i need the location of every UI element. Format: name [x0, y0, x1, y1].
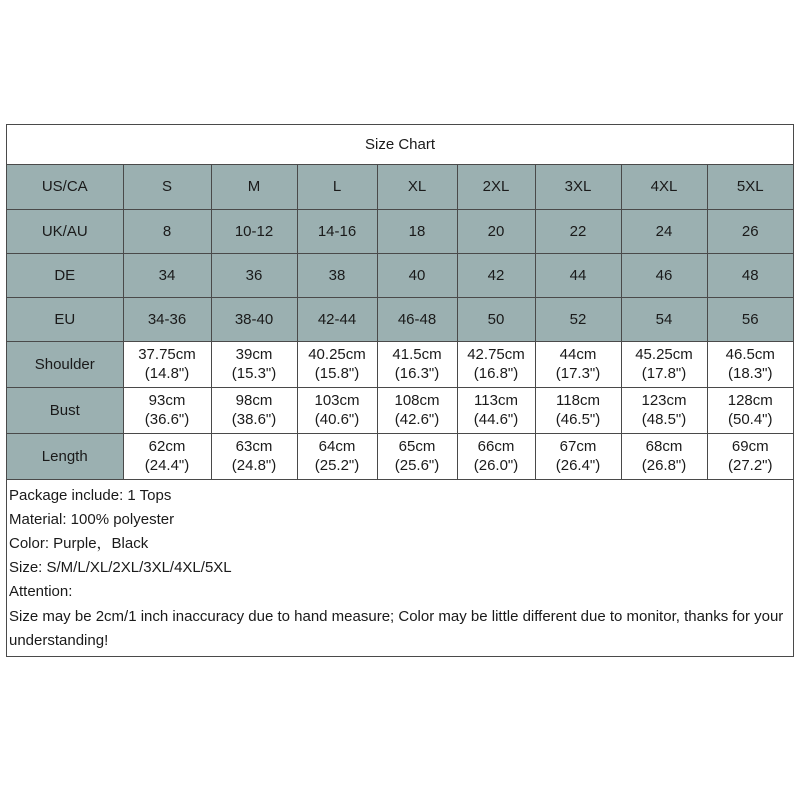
inch-value: (26.8")	[641, 457, 687, 474]
size-note: Size: S/M/L/XL/2XL/3XL/4XL/5XL	[9, 559, 232, 577]
row-label: US/CA	[7, 165, 123, 209]
size-cell: 48	[707, 253, 793, 297]
measurement-cell	[707, 341, 793, 387]
cm-value: 63cm	[235, 438, 273, 455]
measurement-cell	[707, 387, 793, 433]
size-chart-sheet	[6, 124, 794, 657]
cm-value: 40.25cm	[308, 346, 366, 363]
measurement-cell	[377, 387, 457, 433]
measurement-cell	[123, 387, 211, 433]
size-cell: 38-40	[211, 297, 297, 341]
size-cell: 22	[535, 209, 621, 253]
inch-value: (25.6")	[394, 457, 440, 474]
cm-value: 62cm	[148, 438, 186, 455]
cm-value: 39cm	[235, 346, 273, 363]
cm-value: 64cm	[318, 438, 356, 455]
inch-value: (16.8")	[473, 365, 519, 382]
measurement-cell	[621, 433, 707, 479]
size-cell: 14-16	[297, 209, 377, 253]
size-cell: M	[211, 165, 297, 209]
cm-value: 45.25cm	[635, 346, 693, 363]
size-cell: 42-44	[297, 297, 377, 341]
measurement-row	[7, 433, 793, 479]
cm-value: 93cm	[148, 392, 186, 409]
row-label: UK/AU	[7, 209, 123, 253]
measurement-cell	[123, 433, 211, 479]
cm-value: 128cm	[727, 392, 773, 409]
cm-value: 68cm	[645, 438, 683, 455]
size-cell: 26	[707, 209, 793, 253]
cm-value: 46.5cm	[725, 346, 775, 363]
measurement-cell	[457, 387, 535, 433]
disclaimer-note: Size may be 2cm/1 inch inaccuracy due to hand measure; Color may be little different due to monitor, thanks for your understanding!	[9, 607, 784, 649]
cm-value: 67cm	[559, 438, 597, 455]
cm-value: 123cm	[641, 392, 687, 409]
measurement-cell	[377, 433, 457, 479]
cm-value: 113cm	[474, 392, 518, 409]
cm-value: 44cm	[559, 346, 597, 363]
size-cell: 46-48	[377, 297, 457, 341]
size-row	[7, 253, 793, 297]
inch-value: (26.4")	[555, 457, 601, 474]
row-label: Bust	[7, 387, 123, 433]
inch-value: (15.3")	[231, 365, 277, 382]
measurement-row	[7, 387, 793, 433]
size-cell: 36	[211, 253, 297, 297]
measurement-cell	[535, 433, 621, 479]
cm-value: 69cm	[731, 438, 769, 455]
inch-value: (27.2")	[727, 457, 773, 474]
size-cell: 8	[123, 209, 211, 253]
size-cell: 20	[457, 209, 535, 253]
cm-value: 65cm	[398, 438, 436, 455]
inch-value: (16.3")	[394, 365, 440, 382]
cm-value: 42.75cm	[467, 346, 525, 363]
size-cell: 34	[123, 253, 211, 297]
row-label: Shoulder	[7, 341, 123, 387]
size-cell: XL	[377, 165, 457, 209]
size-cell: 54	[621, 297, 707, 341]
size-cell: 52	[535, 297, 621, 341]
measurement-cell	[211, 387, 297, 433]
measurement-cell	[621, 341, 707, 387]
measurement-cell	[457, 341, 535, 387]
size-cell: 46	[621, 253, 707, 297]
product-notes	[7, 480, 793, 653]
measurement-cell	[123, 341, 211, 387]
inch-value: (36.6")	[144, 411, 190, 428]
cm-value: 108cm	[394, 392, 440, 409]
size-cell: 42	[457, 253, 535, 297]
size-row	[7, 209, 793, 253]
size-cell: 40	[377, 253, 457, 297]
measurement-cell	[211, 433, 297, 479]
size-cell: 5XL	[707, 165, 793, 209]
size-cell: S	[123, 165, 211, 209]
cm-value: 37.75cm	[138, 346, 196, 363]
size-cell: 50	[457, 297, 535, 341]
measurement-row	[7, 341, 793, 387]
inch-value: (17.8")	[641, 365, 687, 382]
size-cell: 56	[707, 297, 793, 341]
size-cell: L	[297, 165, 377, 209]
measurement-cell	[297, 433, 377, 479]
size-cell: 24	[621, 209, 707, 253]
inch-value: (18.3")	[727, 365, 773, 382]
inch-value: (24.4")	[144, 457, 190, 474]
cm-value: 66cm	[477, 438, 515, 455]
inch-value: (44.6")	[473, 411, 519, 428]
material-note: Material: 100% polyester	[9, 510, 175, 528]
size-cell: 38	[297, 253, 377, 297]
cm-value: 118cm	[556, 392, 600, 409]
size-cell: 18	[377, 209, 457, 253]
inch-value: (50.4")	[727, 411, 773, 428]
size-cell: 2XL	[457, 165, 535, 209]
inch-value: (25.2")	[314, 457, 360, 474]
row-label: EU	[7, 297, 123, 341]
chart-title: Size Chart	[7, 125, 793, 165]
row-label: DE	[7, 253, 123, 297]
inch-value: (15.8")	[314, 365, 360, 382]
size-table	[7, 165, 793, 480]
measurement-cell	[535, 341, 621, 387]
inch-value: (14.8")	[144, 365, 190, 382]
inch-value: (24.8")	[231, 457, 277, 474]
measurement-cell	[211, 341, 297, 387]
size-row	[7, 297, 793, 341]
size-cell: 3XL	[535, 165, 621, 209]
inch-value: (17.3")	[555, 365, 601, 382]
measurement-cell	[707, 433, 793, 479]
inch-value: (46.5")	[555, 411, 601, 428]
size-row	[7, 165, 793, 209]
measurement-cell	[621, 387, 707, 433]
size-cell: 10-12	[211, 209, 297, 253]
package-note: Package include: 1 Tops	[9, 486, 172, 504]
cm-value: 98cm	[235, 392, 273, 409]
inch-value: (38.6")	[231, 411, 277, 428]
measurement-cell	[535, 387, 621, 433]
inch-value: (42.6")	[394, 411, 440, 428]
measurement-cell	[297, 387, 377, 433]
row-label: Length	[7, 433, 123, 479]
inch-value: (40.6")	[314, 411, 360, 428]
measurement-cell	[457, 433, 535, 479]
measurement-cell	[377, 341, 457, 387]
size-cell: 34-36	[123, 297, 211, 341]
size-cell: 4XL	[621, 165, 707, 209]
cm-value: 103cm	[314, 392, 360, 409]
attention-note: Attention:	[9, 583, 73, 601]
inch-value: (26.0")	[473, 457, 519, 474]
size-cell: 44	[535, 253, 621, 297]
measurement-cell	[297, 341, 377, 387]
inch-value: (48.5")	[641, 411, 687, 428]
cm-value: 41.5cm	[392, 346, 442, 363]
color-note: Color: Purple，Black	[9, 534, 149, 552]
